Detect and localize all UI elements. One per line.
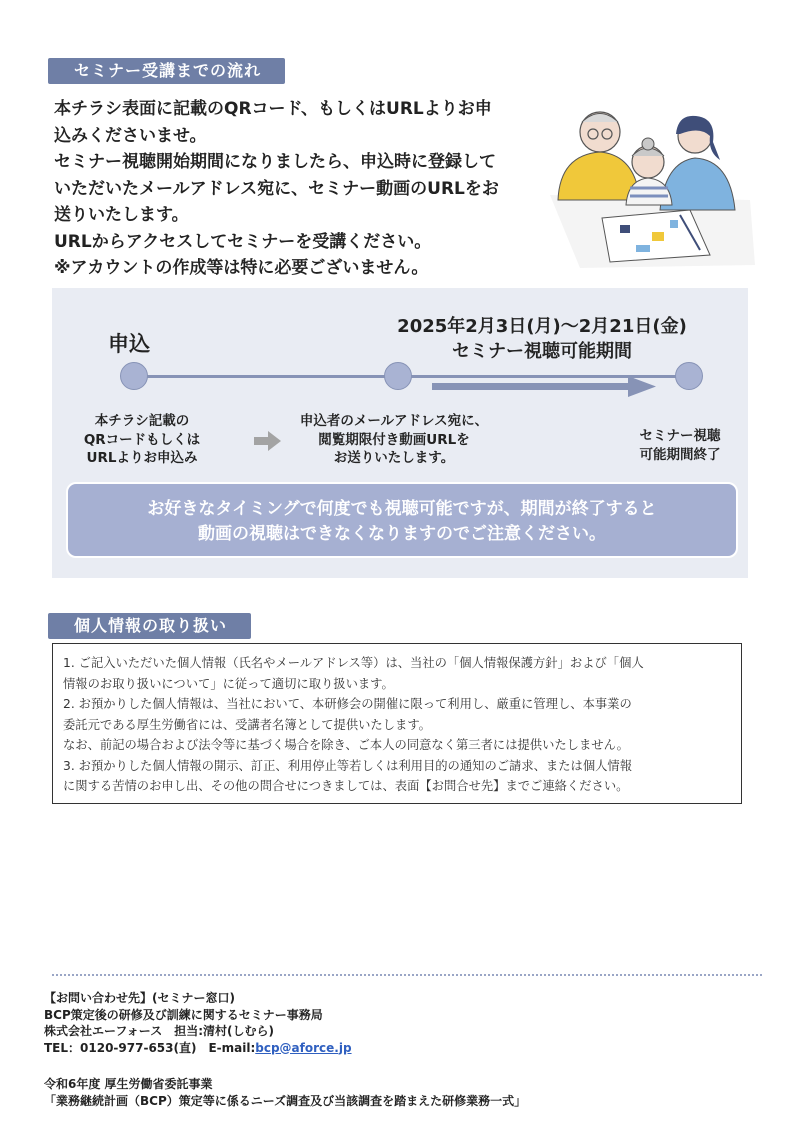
- notice-line: お好きなタイミングで何度でも視聴可能ですが、期間が終了すると: [147, 499, 657, 519]
- viewing-period-label: セミナー視聴可能期間: [452, 341, 632, 362]
- intro-line: ※アカウントの作成等は特に必要ございません。: [54, 258, 429, 278]
- timeline-dot-end: [675, 362, 703, 390]
- intro-line: 送りいたします。: [54, 205, 189, 225]
- privacy-line: 情報のお取り扱いについて」に従って適切に取り扱います。: [63, 676, 394, 691]
- privacy-line: に関する苦情のお申し出、その他の問合せにつきましては、表面【お問合せ先】までご連絡ください。: [63, 779, 629, 793]
- contact-office: BCP策定後の研修及び訓練に関するセミナー事務局: [44, 1007, 323, 1022]
- family-illustration: [540, 100, 760, 270]
- step-line: 申込者のメールアドレス宛に、: [299, 413, 489, 429]
- step-email-text: [284, 412, 504, 468]
- email-link[interactable]: bcp@aforce.jp: [255, 1040, 352, 1055]
- viewing-period: [352, 314, 732, 364]
- viewing-notice: [66, 482, 738, 558]
- timeline-dot-start: [384, 362, 412, 390]
- step-apply-text: [62, 412, 222, 468]
- apply-label: 申込: [108, 332, 150, 356]
- project-info: [44, 1076, 526, 1109]
- notice-line: 動画の視聴はできなくなりますのでご注意ください。: [198, 524, 606, 544]
- step-line: 可能期間終了: [639, 446, 721, 463]
- privacy-line: なお、前記の場合および法令等に基づく場合を除き、ご本人の同意なく第三者には提供いたしません。: [63, 738, 629, 752]
- timeline-panel: [52, 288, 748, 578]
- step-end-text: [610, 427, 750, 464]
- intro-line: 込みくださいませ。: [54, 125, 207, 146]
- privacy-line: 委託元である厚生労働省には、受講者名簿として提供いたします。: [63, 717, 431, 732]
- privacy-line: 3. お預かりした個人情報の開示、訂正、利用停止等若しくは利用目的の通知のご請求、または個人情報: [63, 758, 633, 773]
- step-line: 閲覧期限付き動画URLを: [318, 431, 470, 448]
- privacy-policy-box: [52, 643, 742, 804]
- step-line: URLよりお申込み: [86, 450, 198, 466]
- step-line: セミナー視聴: [639, 428, 721, 444]
- flow-section-title: セミナー受講までの流れ: [48, 58, 285, 84]
- contact-tel-line: [44, 1040, 352, 1057]
- contact-heading: 【お問い合わせ先】(セミナー窓口): [44, 991, 235, 1005]
- intro-line: URLからアクセスしてセミナーを受講ください。: [54, 231, 432, 252]
- step-line: QRコードもしくは: [83, 431, 201, 448]
- privacy-section-title: 個人情報の取り扱い: [48, 613, 251, 639]
- right-arrow-icon: [254, 430, 282, 452]
- step-line: 本チラシ記載の: [94, 413, 190, 429]
- intro-line: いただいたメールアドレス宛に、セミナー動画のURLをお: [54, 178, 499, 199]
- timeline-dot-apply: [120, 362, 148, 390]
- contact-company: 株式会社エーフォース 担当:清村(しむら): [44, 1024, 274, 1038]
- viewing-period-dates: 2025年2月3日(月)～2月21日(金): [397, 316, 687, 337]
- privacy-line: 1. ご記入いただいた個人情報（氏名やメールアドレス等）は、当社の「個人情報保護方針」および「個人: [63, 656, 644, 670]
- step-line: お送りいたします。: [333, 450, 455, 466]
- privacy-line: 2. お預かりした個人情報は、当社において、本研修会の開催に限って利用し、厳重に管理し、本事業の: [63, 697, 632, 711]
- timeline-arrow-icon: [432, 376, 656, 398]
- contact-info: [44, 990, 352, 1056]
- intro-line: 本チラシ表面に記載のQRコード、もしくはURLよりお申: [54, 99, 492, 119]
- intro-text: [54, 96, 532, 282]
- project-sponsor: 令和6年度 厚生労働省委託事業: [44, 1077, 213, 1091]
- dotted-divider: [52, 974, 762, 976]
- project-name: 「業務継続計画（BCP）策定等に係るニーズ調査及び当該調査を踏まえた研修業務一式」: [44, 1093, 527, 1108]
- contact-tel: TEL：0120-977-653(直) E-mail:: [44, 1040, 256, 1055]
- intro-line: セミナー視聴開始期間になりましたら、申込時に登録して: [54, 152, 496, 172]
